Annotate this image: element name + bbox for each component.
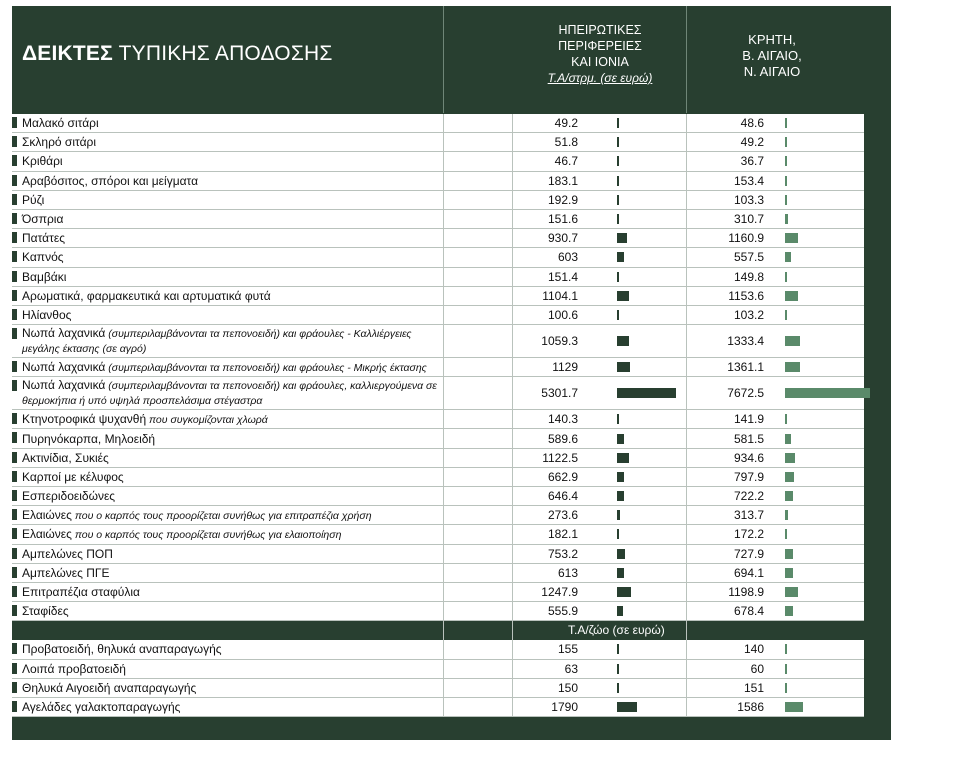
table-row <box>12 602 864 621</box>
bar-mainland <box>617 529 619 539</box>
bar-mainland <box>617 156 619 166</box>
item-name: Σκληρό σιτάρι <box>22 135 96 150</box>
row-label <box>12 172 444 190</box>
bullet-marker <box>12 251 17 262</box>
value-mainland: 1104.1 <box>542 288 578 303</box>
value-mainland: 49.2 <box>554 116 578 131</box>
bullet-marker <box>12 586 17 597</box>
bar-mainland <box>617 388 676 398</box>
row-label <box>12 229 444 247</box>
value-mainland: 662.9 <box>547 469 578 484</box>
table-row <box>12 564 864 583</box>
bullet-marker <box>12 361 17 372</box>
bar-mainland <box>617 453 629 463</box>
value-islands: 153.4 <box>733 173 764 188</box>
row-label <box>12 287 444 305</box>
table-row <box>12 506 864 525</box>
row-label <box>12 429 444 447</box>
table-row <box>12 545 864 564</box>
row-label <box>12 191 444 209</box>
item-name: Πυρηνόκαρπα, Μηλοειδή <box>22 431 156 446</box>
value-islands: 310.7 <box>733 212 764 227</box>
bar-mainland <box>617 549 625 559</box>
value-mainland: 182.1 <box>547 527 578 542</box>
row-label <box>12 114 444 132</box>
row-label <box>12 410 444 428</box>
row-label <box>12 506 444 524</box>
bar-islands <box>785 362 800 372</box>
bar-islands <box>785 702 803 712</box>
column-divider <box>686 114 687 717</box>
bar-mainland <box>617 568 624 578</box>
table-row <box>12 114 864 133</box>
bar-mainland <box>617 587 631 597</box>
bar-islands <box>785 644 787 654</box>
item-name: Καρποί με κέλυφος <box>22 469 124 484</box>
bar-islands <box>785 195 787 205</box>
row-label <box>12 564 444 582</box>
item-name: Αγελάδες γαλακτοπαραγωγής <box>22 699 181 714</box>
item-name: Προβατοειδή, θηλυκά αναπαραγωγής <box>22 642 222 657</box>
bullet-marker <box>12 528 17 539</box>
bar-islands <box>785 453 795 463</box>
bar-islands <box>785 252 791 262</box>
bar-mainland <box>617 214 619 224</box>
bullet-marker <box>12 271 17 282</box>
bar-mainland <box>617 272 619 282</box>
bullet-marker <box>12 663 17 674</box>
item-name: Καπνός <box>22 250 64 265</box>
bar-islands <box>785 683 787 693</box>
bullet-marker <box>12 643 17 654</box>
bar-mainland <box>617 176 619 186</box>
bar-mainland <box>617 195 619 205</box>
bar-islands <box>785 568 793 578</box>
item-name: Λοιπά προβατοειδή <box>22 661 126 676</box>
value-islands: 172.2 <box>733 527 764 542</box>
value-mainland: 646.4 <box>547 489 578 504</box>
bar-islands <box>785 137 787 147</box>
value-mainland: 5301.7 <box>541 386 578 401</box>
table-row <box>12 429 864 448</box>
value-mainland: 273.6 <box>547 508 578 523</box>
table-row <box>12 640 864 659</box>
item-name: Πατάτες <box>22 231 65 246</box>
table-row <box>12 358 864 377</box>
table-row <box>12 306 864 325</box>
bar-mainland <box>617 414 619 424</box>
row-label <box>12 248 444 266</box>
table-row <box>12 583 864 602</box>
item-name: Νωπά λαχανικά <box>22 359 106 374</box>
item-note: (συμπεριλαμβάνονται τα πεπονοειδή) και φράουλες - Καλλιέργειες μεγάλης έκτασης (σε αγρό) <box>22 328 412 356</box>
section-header-per-animal: Τ.Α/ζώο (σε ευρώ) <box>12 621 864 640</box>
value-islands: 557.5 <box>733 250 764 265</box>
page-title: ΔΕΙΚΤΕΣ ΤΥΠΙΚΗΣ ΑΠΟΔΟΣΗΣ <box>22 42 333 65</box>
item-name: Όσπρια <box>22 212 64 227</box>
item-name: Αμπελώνες ΠΟΠ <box>22 546 113 561</box>
value-islands: 727.9 <box>733 546 764 561</box>
row-label <box>12 268 444 286</box>
item-name: Βαμβάκι <box>22 269 67 284</box>
bullet-marker <box>12 380 17 391</box>
bar-mainland <box>617 491 624 501</box>
value-mainland: 63 <box>564 661 578 676</box>
row-label <box>12 377 444 409</box>
bar-mainland <box>617 252 624 262</box>
table-row <box>12 525 864 544</box>
table-row <box>12 660 864 679</box>
item-note: που ο καρπός τους προορίζεται συνήθως για ελαιοποίηση <box>71 528 342 541</box>
value-islands: 1333.4 <box>727 334 764 349</box>
item-name: Αμπελώνες ΠΓΕ <box>22 565 110 580</box>
bar-islands <box>785 606 793 616</box>
item-name: Θηλυκά Αιγοειδή αναπαραγωγής <box>22 680 197 695</box>
bar-islands <box>785 156 787 166</box>
bullet-marker <box>12 328 17 339</box>
value-mainland: 183.1 <box>547 173 578 188</box>
column-divider <box>443 114 444 717</box>
row-label <box>12 133 444 151</box>
bullet-marker <box>12 290 17 301</box>
value-islands: 934.6 <box>733 450 764 465</box>
row-label <box>12 525 444 543</box>
value-islands: 140 <box>743 642 764 657</box>
bar-islands <box>785 414 787 424</box>
value-islands: 1153.6 <box>728 288 764 303</box>
value-islands: 49.2 <box>740 135 764 150</box>
bar-mainland <box>617 472 624 482</box>
bar-islands <box>785 291 798 301</box>
bar-mainland <box>617 233 627 243</box>
item-note: (συμπεριλαμβάνονται τα πεπονοειδή) και φράουλες, καλλιεργούμενα σε θερμοκήπια ή υπό υψηλά προσπελάσιμα στέγαστρα <box>22 380 437 408</box>
bar-mainland <box>617 664 619 674</box>
table-row <box>12 229 864 248</box>
bar-islands <box>785 664 787 674</box>
bullet-marker <box>12 452 17 463</box>
value-mainland: 155 <box>557 642 578 657</box>
bar-mainland <box>617 702 637 712</box>
value-mainland: 1059.3 <box>541 334 578 349</box>
bar-islands <box>785 118 787 128</box>
item-name: Κτηνοτροφικά ψυχανθή <box>22 411 147 426</box>
item-note: που ο καρπός τους προορίζεται συνήθως για επιτραπέζια χρήση <box>71 509 372 522</box>
bar-islands <box>785 549 793 559</box>
value-mainland: 1247.9 <box>541 585 578 600</box>
item-name: Μαλακό σιτάρι <box>22 116 99 131</box>
bullet-marker <box>12 432 17 443</box>
row-label <box>12 306 444 324</box>
value-islands: 581.5 <box>733 431 764 446</box>
table-row <box>12 287 864 306</box>
table-row <box>12 133 864 152</box>
item-name: Ρύζι <box>22 192 45 207</box>
bullet-marker <box>12 213 17 224</box>
table-row <box>12 248 864 267</box>
row-label <box>12 698 444 716</box>
value-mainland: 151.4 <box>547 269 578 284</box>
value-mainland: 555.9 <box>547 604 578 619</box>
bar-islands <box>785 176 787 186</box>
value-islands: 36.7 <box>740 154 764 169</box>
table-row <box>12 268 864 287</box>
table-row <box>12 152 864 171</box>
bar-islands <box>785 587 798 597</box>
value-islands: 1361.1 <box>727 360 764 375</box>
value-mainland: 51.8 <box>554 135 578 150</box>
bar-islands <box>785 434 791 444</box>
value-mainland: 150 <box>557 680 578 695</box>
row-label <box>12 660 444 678</box>
bullet-marker <box>12 471 17 482</box>
row-label <box>12 152 444 170</box>
table-row <box>12 325 864 358</box>
bar-islands <box>785 272 787 282</box>
row-label <box>12 583 444 601</box>
bullet-marker <box>12 117 17 128</box>
column-divider <box>512 114 513 717</box>
bullet-marker <box>12 136 17 147</box>
bar-mainland <box>617 683 619 693</box>
value-islands: 60 <box>750 661 764 676</box>
bar-islands <box>785 529 787 539</box>
value-islands: 1198.9 <box>728 585 764 600</box>
value-islands: 1160.9 <box>728 231 764 246</box>
row-label <box>12 487 444 505</box>
table-row <box>12 698 864 717</box>
value-mainland: 140.3 <box>547 412 578 427</box>
bar-mainland <box>617 606 623 616</box>
value-islands: 1586 <box>737 699 764 714</box>
value-mainland: 1790 <box>551 699 578 714</box>
table-row <box>12 191 864 210</box>
bullet-marker <box>12 194 17 205</box>
table-row <box>12 210 864 229</box>
row-label <box>12 545 444 563</box>
table-row <box>12 172 864 191</box>
value-islands: 694.1 <box>733 565 764 580</box>
item-name: Ελαιώνες <box>22 526 72 541</box>
row-label <box>12 602 444 620</box>
value-islands: 151 <box>743 680 764 695</box>
value-mainland: 100.6 <box>547 307 578 322</box>
bullet-marker <box>12 490 17 501</box>
bullet-marker <box>12 155 17 166</box>
value-mainland: 46.7 <box>554 154 578 169</box>
unit-label: Τ.Α/στρμ. (σε ευρώ) <box>547 71 653 85</box>
item-name: Κριθάρι <box>22 154 63 169</box>
yield-table <box>12 114 864 717</box>
table-row <box>12 679 864 698</box>
item-note: (συμπεριλαμβάνονται τα πεπονοειδή) και φράουλες - Μικρής έκτασης <box>105 361 427 374</box>
row-label <box>12 210 444 228</box>
bar-mainland <box>617 644 619 654</box>
column-header-islands: ΚΡΗΤΗ, Β. ΑΙΓΑΙΟ, Ν. ΑΙΓΑΙΟ <box>742 32 802 79</box>
header-divider <box>443 6 444 113</box>
row-label <box>12 679 444 697</box>
bar-islands <box>785 233 798 243</box>
value-islands: 313.7 <box>733 508 764 523</box>
value-mainland: 613 <box>557 565 578 580</box>
value-mainland: 151.6 <box>547 212 578 227</box>
item-name: Αρωματικά, φαρμακευτικά και αρτυματικά φυτά <box>22 288 271 303</box>
item-name: Νωπά λαχανικά <box>22 326 106 341</box>
bar-mainland <box>617 137 619 147</box>
bullet-marker <box>12 682 17 693</box>
value-islands: 7672.5 <box>727 386 764 401</box>
bar-mainland <box>617 118 619 128</box>
value-islands: 48.6 <box>740 116 764 131</box>
item-name: Επιτραπέζια σταφύλια <box>22 585 140 600</box>
bullet-marker <box>12 413 17 424</box>
bar-mainland <box>617 434 624 444</box>
bullet-marker <box>12 509 17 520</box>
bar-mainland <box>617 310 619 320</box>
value-islands: 103.2 <box>733 307 764 322</box>
value-mainland: 1129 <box>552 360 578 375</box>
table-row <box>12 377 864 410</box>
table-row <box>12 487 864 506</box>
row-label <box>12 358 444 376</box>
item-name: Εσπεριδοειδώνες <box>22 489 116 504</box>
value-islands: 103.3 <box>733 192 764 207</box>
value-islands: 678.4 <box>733 604 764 619</box>
bar-islands <box>785 310 787 320</box>
item-name: Σταφίδες <box>22 604 69 619</box>
bar-islands <box>785 336 800 346</box>
bar-mainland <box>617 510 620 520</box>
value-islands: 149.8 <box>733 269 764 284</box>
table-row <box>12 410 864 429</box>
bar-mainland <box>617 336 629 346</box>
bar-mainland <box>617 362 630 372</box>
item-name: Ελαιώνες <box>22 507 72 522</box>
item-name: Αραβόσιτος, σπόροι και μείγματα <box>22 173 199 188</box>
row-label <box>12 325 444 357</box>
row-label <box>12 640 444 658</box>
value-islands: 722.2 <box>733 489 764 504</box>
bar-islands <box>785 214 788 224</box>
bullet-marker <box>12 232 17 243</box>
value-mainland: 589.6 <box>547 431 578 446</box>
item-name: Ηλίανθος <box>22 307 72 322</box>
column-header-mainland: ΗΠΕΙΡΩΤΙΚΕΣ ΠΕΡΙΦΕΡΕΙΕΣ ΚΑΙ ΙΟΝΙΑ Τ.Α/στρμ. (σε ευρώ) <box>520 22 680 86</box>
table-row <box>12 449 864 468</box>
bar-mainland <box>617 291 629 301</box>
value-mainland: 192.9 <box>547 192 578 207</box>
table-row <box>12 468 864 487</box>
value-islands: 141.9 <box>733 412 764 427</box>
bullet-marker <box>12 548 17 559</box>
value-mainland: 930.7 <box>547 231 578 246</box>
bullet-marker <box>12 701 17 712</box>
bullet-marker <box>12 605 17 616</box>
bullet-marker <box>12 175 17 186</box>
bullet-marker <box>12 309 17 320</box>
bar-islands <box>785 388 870 398</box>
value-mainland: 603 <box>557 250 578 265</box>
row-label <box>12 449 444 467</box>
item-name: Ακτινίδια, Συκιές <box>22 450 109 465</box>
bar-islands <box>785 491 793 501</box>
bar-islands <box>785 510 788 520</box>
value-mainland: 753.2 <box>547 546 578 561</box>
value-islands: 797.9 <box>733 469 764 484</box>
bullet-marker <box>12 567 17 578</box>
item-name: Νωπά λαχανικά <box>22 378 106 393</box>
value-mainland: 1122.5 <box>542 450 578 465</box>
bar-islands <box>785 472 794 482</box>
item-note: που συγκομίζονται χλωρά <box>146 413 268 426</box>
row-label <box>12 468 444 486</box>
header-divider <box>686 6 687 113</box>
